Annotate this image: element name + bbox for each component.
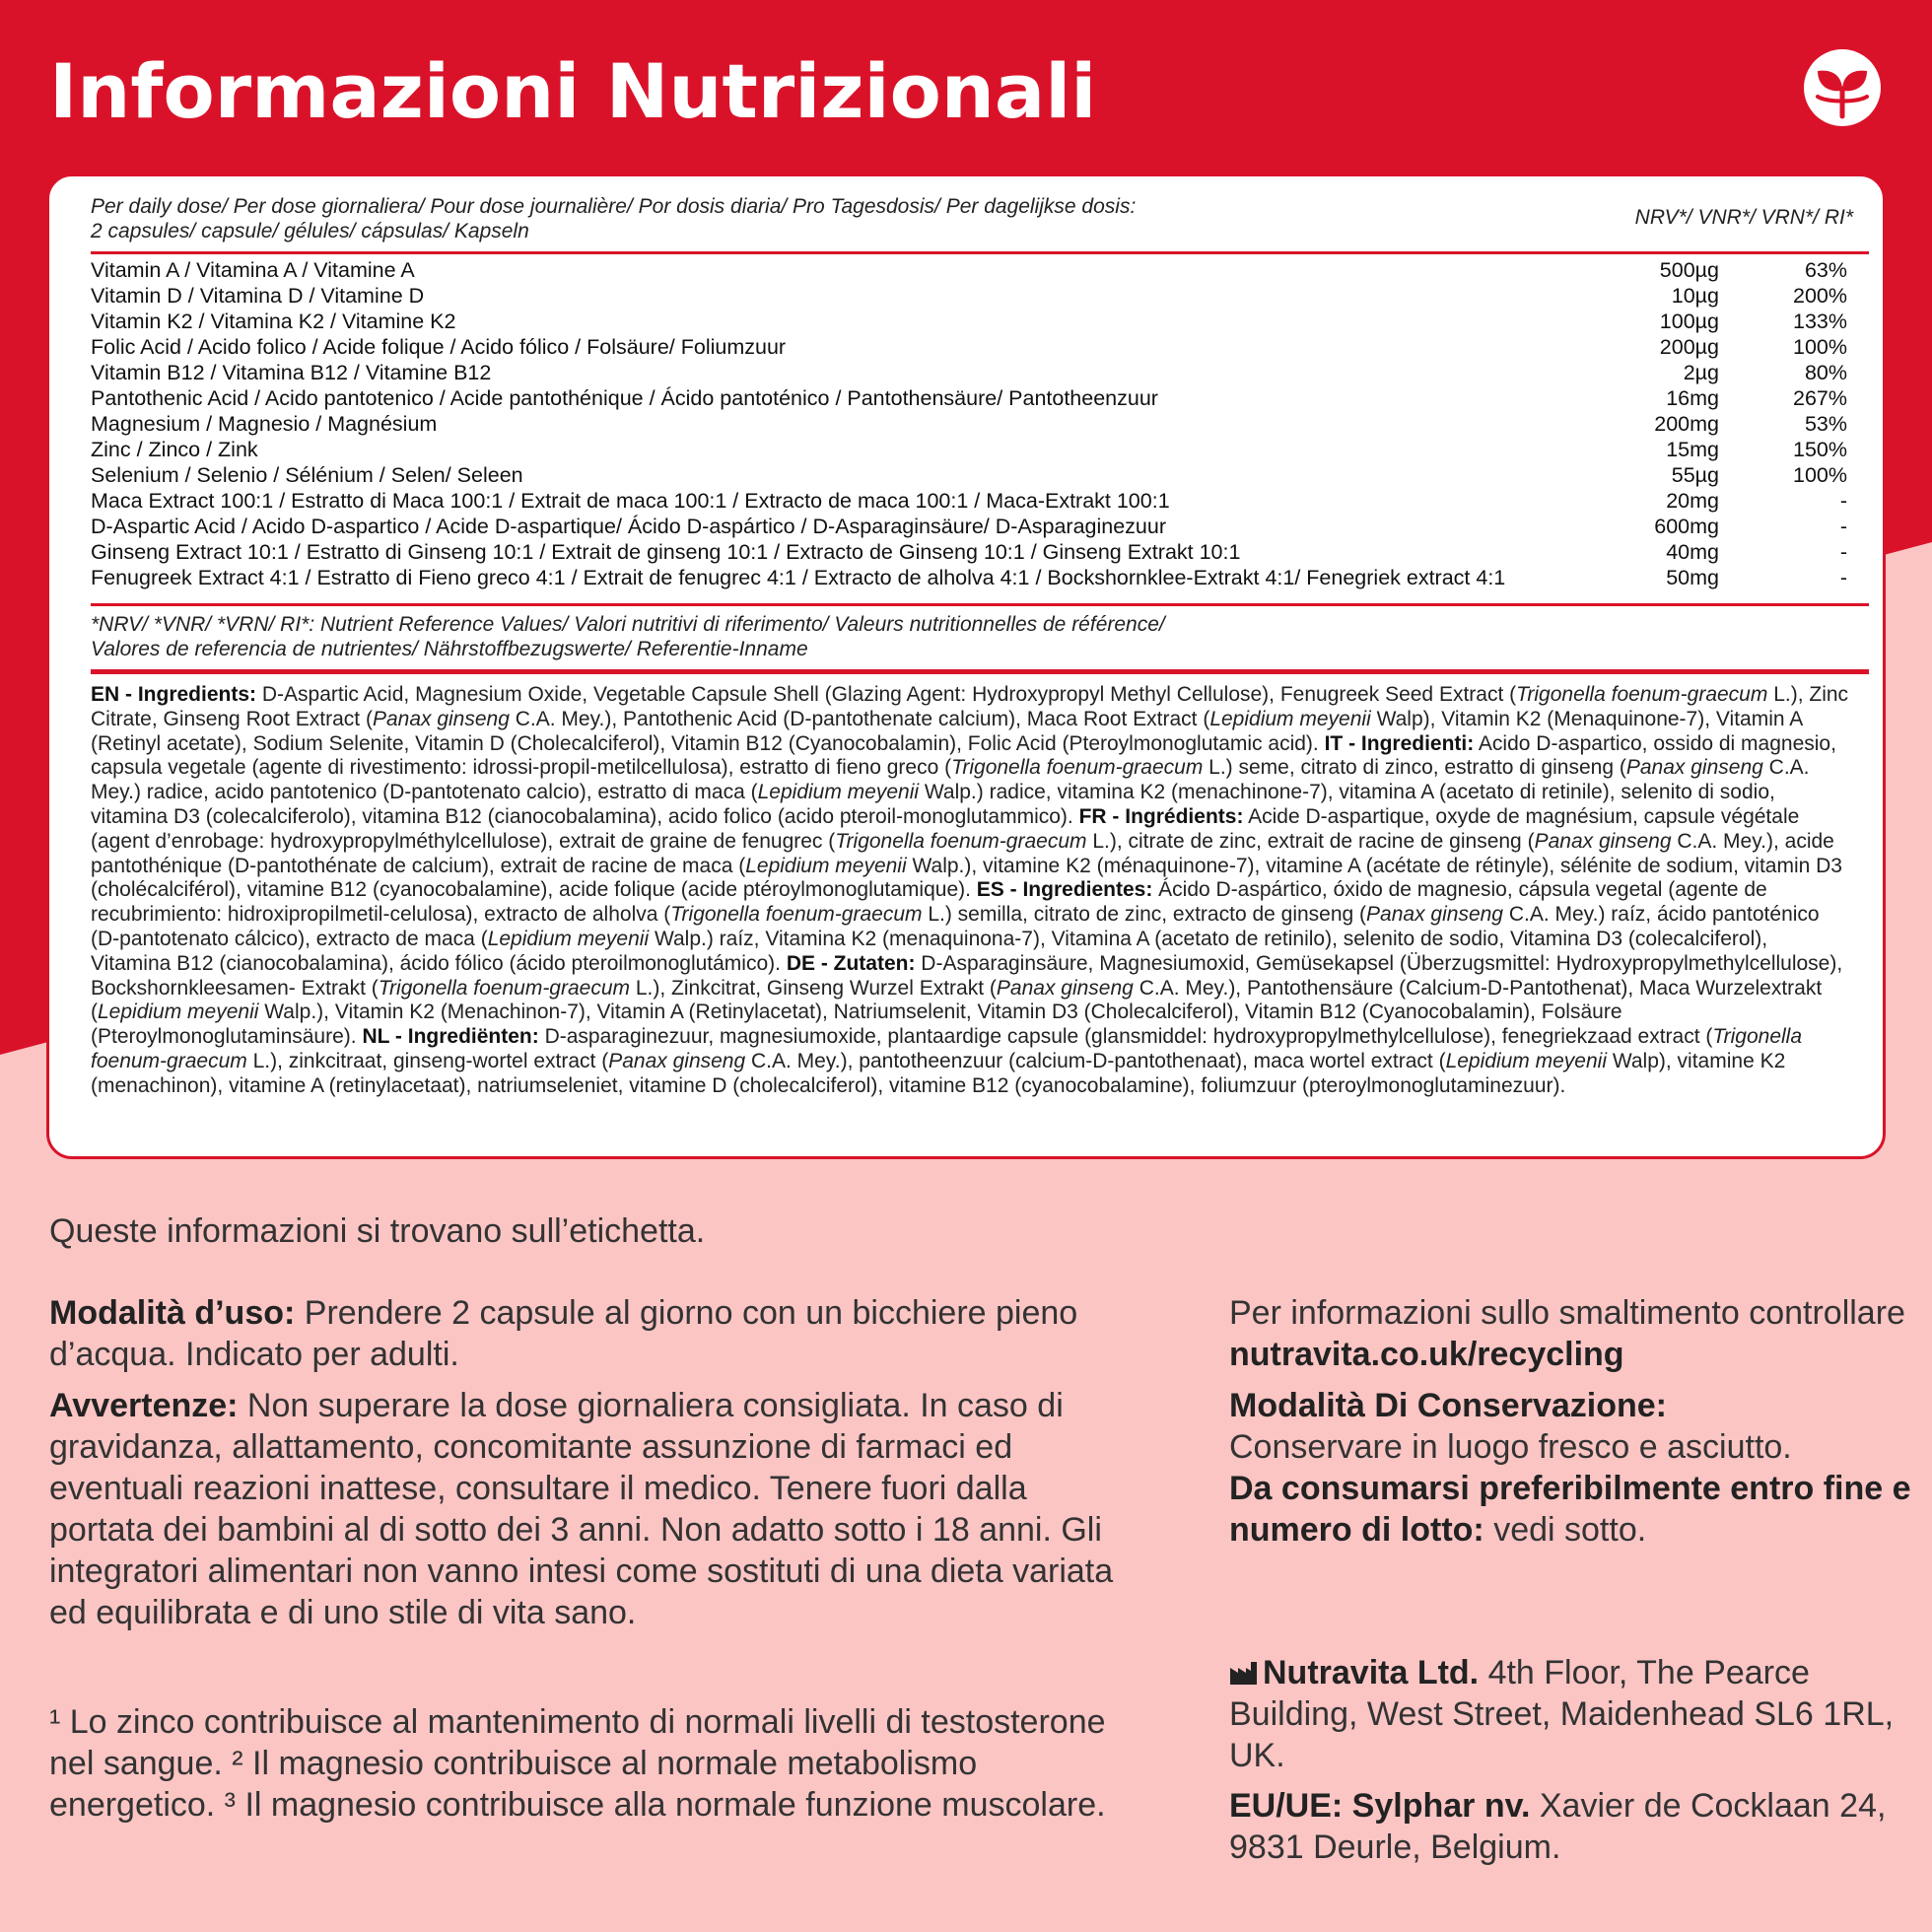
species-name: Panax ginseng [608, 1049, 746, 1072]
nutrient-name: Vitamin B12 / Vitamina B12 / Vitamine B12 [91, 361, 492, 384]
ingredients-divider [91, 669, 1869, 674]
ingredients-label-nl: NL - Ingrediënten: [362, 1025, 539, 1049]
nutrition-panel [46, 173, 1886, 1159]
warnings-label: Avvertenze: [49, 1387, 239, 1424]
nutrition-table [91, 257, 1847, 590]
nutrient-row [91, 360, 1847, 385]
dose-header-line1: Per daily dose/ Per dose giornaliera/ Pour dose journalière/ Por dosis diaria/ Pro Tagesdosis/ Per dagelijkse dosis: [91, 195, 1137, 218]
nutrient-amount: 15mg [1666, 438, 1719, 461]
reference-note-line2: Valores de referencia de nutrientes/ Nährstoffbezugswerte/ Referentie-Inname [91, 638, 808, 660]
ingredients-en-text: C.A. Mey.), Pantothenic Acid (D-pantothenate calcium), Maca Root Extract ( [509, 707, 1210, 730]
nutrient-row [91, 385, 1847, 411]
recycling-info [1229, 1292, 1919, 1375]
nutrient-nrv: 200% [1793, 284, 1847, 308]
nutrient-name: Pantothenic Acid / Acido pantotenico / Acide pantothénique / Ácido pantoténico / Pantothensäure/ Pantotheenzuur [91, 386, 1158, 410]
ingredients-label-fr: FR - Ingrédients: [1078, 804, 1244, 828]
nutrient-amount: 200mg [1654, 412, 1719, 436]
ingredients-nl-text: Walp), vitamine K2 (menachinon), vitamine A (retinylacetaat), natriumseleniet, vitamine D (cholecalciferol), vitamine B12 (cyanocobalamine), foliumzuur (pteroylmonoglutaminezuur). [91, 1049, 1786, 1097]
nutrient-amount: 2µg [1683, 361, 1719, 384]
ingredients-es-text: C.A. Mey.) raíz, ácido pantoténico (D-pantotenato cálcico), extracto de maca ( [91, 903, 1820, 950]
ingredients-fr-text: Acide D-aspartique, oxyde de magnésium, capsule végétale (agent d’enrobage: hydroxypropylméthylcellulose), extrait de graine de fenugrec ( [91, 804, 1800, 853]
ingredients-label-es: ES - Ingredientes: [976, 878, 1153, 902]
nutrient-nrv: 100% [1793, 335, 1847, 359]
ingredients-label-en: EN - Ingredients: [91, 683, 257, 706]
eu-representative [1229, 1785, 1919, 1868]
nutrient-nrv: 53% [1804, 412, 1847, 436]
species-name: Trigonella foenum-graecum [951, 756, 1204, 780]
nutrient-row [91, 257, 1847, 283]
nutrient-nrv: - [1839, 566, 1847, 589]
ingredients-en-text: D-Aspartic Acid, Magnesium Oxide, Vegetable Capsule Shell (Glazing Agent: Hydroxypropyl Methyl Cellulose), Fenugreek Seed Extract ( [256, 683, 1517, 706]
nutrient-name: Vitamin K2 / Vitamina K2 / Vitamine K2 [91, 310, 456, 333]
nutrient-nrv: 267% [1793, 386, 1847, 410]
nutrient-nrv: 80% [1804, 361, 1847, 384]
factory-icon [1229, 1660, 1259, 1686]
species-name: Lepidium meyenii [487, 927, 650, 950]
nutrient-amount: 50mg [1666, 566, 1719, 589]
nutrient-name: Maca Extract 100:1 / Estratto di Maca 100:1 / Extrait de maca 100:1 / Extracto de maca 100:1 / Maca-Extrakt 100:1 [91, 489, 1170, 513]
species-name: Lepidium meyenii [745, 854, 907, 877]
warnings [49, 1385, 1134, 1633]
nutrient-amount: 40mg [1666, 540, 1719, 564]
storage-label [1229, 1385, 1919, 1426]
ingredients-es-text: L.) semilla, citrato de zinc, extracto de ginseng ( [922, 903, 1367, 927]
eu-address-text: Xavier de Cocklaan 24, 9831 Deurle, Belgium. [1229, 1787, 1887, 1866]
nutrient-nrv: 133% [1793, 310, 1847, 333]
nutrient-row [91, 283, 1847, 309]
species-name: Panax ginseng [1534, 829, 1672, 853]
best-before-label: Da consumarsi preferibilmente entro fine e numero di lotto: [1229, 1470, 1911, 1549]
warnings-text: Non superare la dose giornaliera consigliata. In caso di gravidanza, allattamento, concomitante assunzione di farmaci ed eventuali reazioni inattese, consultare il medico. Tenere fuori dalla portata dei bambini al di sotto dei 3 anni. Non adatto sotto i 18 anni. Gli integratori alimentari non vanno intesi come sostituti di una dieta variata ed equilibrata e di uno stile di vita sano. [49, 1387, 1114, 1631]
ingredients-it-text: L.) seme, citrato di zinco, estratto di ginseng ( [1203, 756, 1626, 780]
species-name: Lepidium meyenii [1209, 707, 1371, 730]
ingredients-de-text: C.A. Mey.), Pantothensäure (Calcium-D-Pantothenat), Maca Wurzelextrakt ( [91, 976, 1823, 1024]
health-claims: ¹ Lo zinco contribuisce al mantenimento di normali livelli di testosterone nel sangue. ² Il magnesio contribuisce al normale metabolismo energetico. ³ Il magnesio contribuisce alla normale funzione muscolare. [49, 1703, 1106, 1824]
storage-text: Conservare in luogo fresco e asciutto. [1229, 1428, 1792, 1466]
nutrient-row [91, 514, 1847, 539]
reference-note-line1: *NRV/ *VNR/ *VRN/ RI*: Nutrient Reference Values/ Valori nutritivi di riferimento/ Valeurs nutritionnelles de référence/ [91, 613, 1165, 636]
nutrient-amount: 200µg [1659, 335, 1719, 359]
nutrient-name: Vitamin D / Vitamina D / Vitamine D [91, 284, 425, 308]
ingredients-it-text: Walp.) radice, vitamina K2 (menachinone-7), vitamina A (acetato di retinile), selenito di sodio, vitamina D3 (colecalciferolo), vitamina B12 (cianocobalamina), acido folico (acido pteroil-monoglutammico). [91, 781, 1775, 828]
ingredients-nl-text: D-asparaginezuur, magnesiumoxide, plantaardige capsule (glansmiddel: hydroxypropylmethylcellulose), fenegriekzaad extract ( [538, 1025, 1713, 1049]
nutrient-row [91, 462, 1847, 488]
nutrient-name: Magnesium / Magnesio / Magnésium [91, 412, 438, 436]
nutrient-name: Zinc / Zinco / Zink [91, 438, 258, 461]
species-name: Trigonella foenum-graecum [378, 976, 631, 1000]
ingredients-fr-text: L.), citrate de zinc, extrait de racine de ginseng ( [1086, 829, 1535, 853]
species-name: Panax ginseng [1625, 756, 1763, 780]
nutrient-amount: 100µg [1659, 310, 1719, 333]
ingredients-de-text: Walp.), Vitamin K2 (Menachinon-7), Vitamin A (Retinylacetat), Natriumselenit, Vitamin D3 (Cholecalciferol), Vitamin B12 (Cyanocobalamin), Folsäure (Pteroylmonoglutaminsäure). [91, 1000, 1622, 1049]
nutrient-amount: 16mg [1666, 386, 1719, 410]
nutrient-name: Vitamin A / Vitamina A / Vitamine A [91, 258, 415, 282]
species-name: Trigonella foenum-graecum [1516, 683, 1768, 706]
nutrient-name: Folic Acid / Acido folico / Acide folique / Acido fólico / Folsäure/ Foliumzuur [91, 335, 787, 359]
reference-values-note [91, 612, 1569, 661]
plant-seedling-logo-icon [1802, 47, 1883, 128]
ingredients-en-text: L.), Zinc Citrate, Ginseng Root Extract ( [91, 683, 1849, 730]
best-before-info [1229, 1468, 1919, 1551]
table-bottom-divider [91, 603, 1869, 606]
ingredients-it-text: C.A. Mey.) radice, acido pantotenico (D-pantotenato calcio), estratto di maca ( [91, 756, 1810, 804]
nutrient-nrv: 100% [1793, 463, 1847, 487]
nutrient-name: Selenium / Selenio / Sélénium / Selen/ Seleen [91, 463, 523, 487]
species-name: Panax ginseng [1366, 903, 1503, 927]
page-title: Informazioni Nutrizionali [49, 47, 1097, 135]
nutrient-row [91, 565, 1847, 590]
nutrient-amount: 55µg [1671, 463, 1719, 487]
dose-header-line2: 2 capsules/ capsule/ gélules/ cápsulas/ Kapseln [91, 220, 529, 242]
nutrient-nrv: 63% [1804, 258, 1847, 282]
usage-label: Modalità d’uso: [49, 1294, 296, 1332]
ingredients-de-text: D-Asparaginsäure, Magnesiumoxid, Gemüsekapsel (Überzugsmittel: Hydroxypropylmethylcellulose), Bockshornkleesamen- Extrakt ( [91, 951, 1843, 1000]
nutrient-row [91, 411, 1847, 437]
nutrient-amount: 500µg [1659, 258, 1719, 282]
nutrient-name: Fenugreek Extract 4:1 / Estratto di Fieno greco 4:1 / Extrait de fenugrec 4:1 / Extracto de alholva 4:1 / Bockshornklee-Extrakt 4:1/ Fenegriek extract 4:1 [91, 566, 1506, 589]
company-address-text: 4th Floor, The Pearce Building, West Street, Maidenhead SL6 1RL, UK. [1229, 1654, 1895, 1774]
reference-values-header: NRV*/ VNR*/ VRN*/ RI* [1634, 206, 1853, 229]
table-top-divider [91, 251, 1869, 254]
label-info-note: Queste informazioni si trovano sull’etichetta. [49, 1212, 706, 1250]
usage-text: Prendere 2 capsule al giorno con un bicchiere pieno d’acqua. Indicato per adulti. [49, 1294, 1078, 1373]
nutrient-name: D-Aspartic Acid / Acido D-aspartico / Acide D-aspartique/ Ácido D-aspártico / D-Asparaginsäure/ D-Asparaginezuur [91, 515, 1167, 538]
ingredients-es-text: Walp.) raíz, Vitamina K2 (menaquinona-7), Vitamina A (acetato de retinilo), selenito de sodio, Vitamina D3 (colecalciferol), Vitamina B12 (cianocobalamina), ácido fólico (ácido pteroilmonoglutámico). [91, 927, 1768, 975]
nutrient-nrv: 150% [1793, 438, 1847, 461]
dose-header [91, 194, 1372, 243]
nutrient-amount: 600mg [1654, 515, 1719, 538]
species-name: Panax ginseng [996, 976, 1134, 1000]
nutrient-nrv: - [1839, 515, 1847, 538]
nutrient-row [91, 309, 1847, 334]
nutrient-amount: 20mg [1666, 489, 1719, 513]
nutrient-row [91, 437, 1847, 462]
ingredients-label-it: IT - Ingredienti: [1324, 731, 1475, 755]
eu-label: EU/UE: Sylphar nv. [1229, 1787, 1531, 1825]
species-name: Trigonella foenum-graecum [835, 829, 1087, 853]
nutrient-name: Ginseng Extract 10:1 / Estratto di Ginseng 10:1 / Extrait de ginseng 10:1 / Extracto de Ginseng 10:1 / Ginseng Extrakt 10:1 [91, 540, 1241, 564]
ingredients-text [91, 683, 1853, 1099]
nutrient-row [91, 539, 1847, 565]
best-before-text: vedi sotto. [1484, 1511, 1647, 1549]
storage-label-text: Modalità Di Conservazione: [1229, 1387, 1667, 1424]
company-address [1229, 1652, 1919, 1776]
company-name: Nutravita Ltd. [1263, 1654, 1480, 1691]
nutrient-row [91, 334, 1847, 360]
species-name: Trigonella foenum-graecum [91, 1025, 1803, 1072]
ingredients-de-text: L.), Zinkcitrat, Ginseng Wurzel Extrakt ( [630, 976, 997, 1000]
ingredients-en-text: Walp), Vitamin K2 (Menaquinone-7), Vitamin A (Retinyl acetate), Sodium Selenite, Vitamin D (Cholecalciferol), Vitamin B12 (Cyanocobalamin), Folic Acid (Pteroylmonoglutamic acid). [91, 707, 1803, 755]
nutrient-amount: 10µg [1671, 284, 1719, 308]
ingredients-nl-text: C.A. Mey.), pantotheenzuur (calcium-D-pantothenaat), maca wortel extract ( [745, 1049, 1446, 1072]
species-name: Lepidium meyenii [757, 781, 920, 804]
ingredients-fr-text: C.A. Mey.), acide pantothénique (D-pantothénate de calcium), extrait de racine de maca ( [91, 829, 1834, 877]
recycling-text: Per informazioni sullo smaltimento controllare [1229, 1294, 1905, 1332]
species-name: Lepidium meyenii [98, 1000, 259, 1024]
usage-instructions [49, 1292, 1134, 1375]
recycling-link[interactable]: nutravita.co.uk/recycling [1229, 1336, 1624, 1373]
ingredients-it-text: Acido D-aspartico, ossido di magnesio, capsula vegetale (agente di rivestimento: idrossi-propil-metilcellulosa), estratto di fieno greco ( [91, 731, 1836, 780]
species-name: Lepidium meyenii [1445, 1049, 1607, 1072]
species-name: Trigonella foenum-graecum [670, 903, 923, 927]
ingredients-nl-text: L.), zinkcitraat, ginseng-wortel extract ( [246, 1049, 609, 1072]
ingredients-es-text: Ácido D-aspártico, óxido de magnesio, cápsula vegetal (agente de recubrimiento: hidroxipropilmetil-celulosa), extracto de alholva ( [91, 878, 1767, 927]
nutrient-row [91, 488, 1847, 514]
species-name: Panax ginseng [372, 707, 510, 730]
ingredients-label-de: DE - Zutaten: [786, 951, 916, 975]
nutrient-nrv: - [1839, 540, 1847, 564]
nutrient-nrv: - [1839, 489, 1847, 513]
ingredients-fr-text: Walp.), vitamine K2 (ménaquinone-7), vitamine A (acétate de rétinyle), sélénite de sodium, vitamin D3 (cholécalciférol), vitamine B12 (cyanocobalamine), acide folique (acide ptéroylmonoglutamique). [91, 854, 1842, 902]
